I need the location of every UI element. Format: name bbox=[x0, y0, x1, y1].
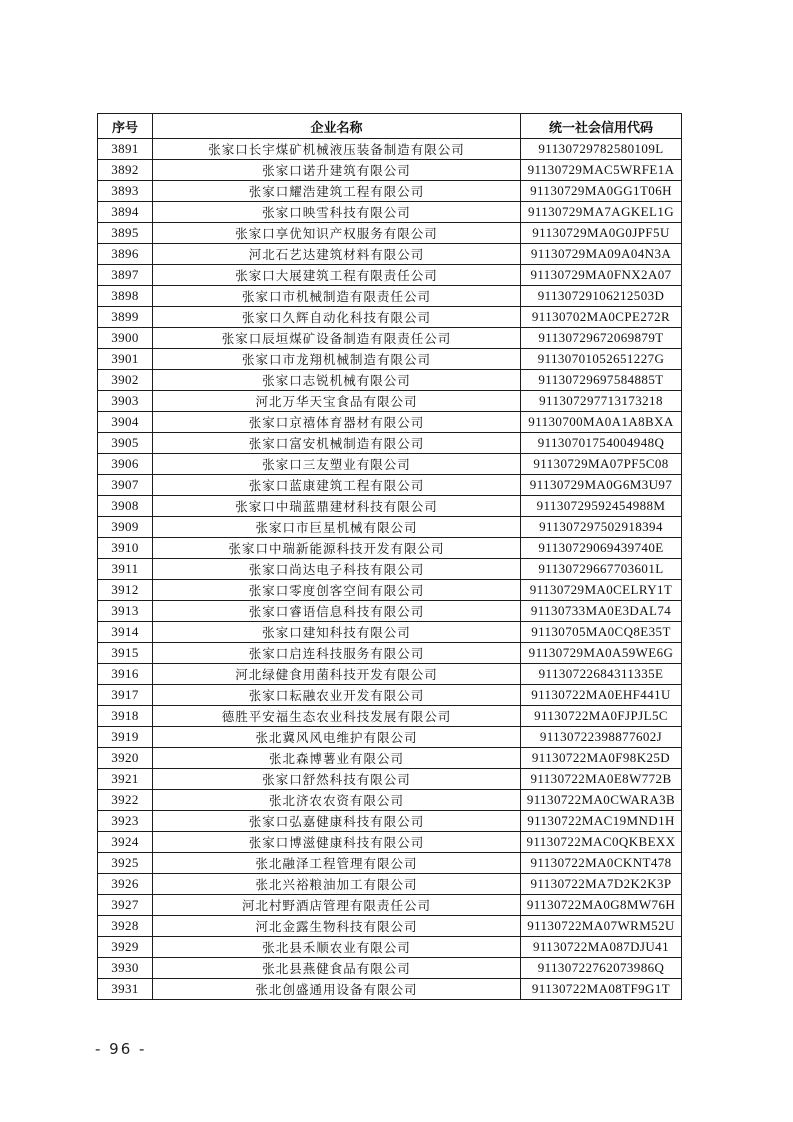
serial-number-cell: 3897 bbox=[98, 265, 153, 286]
table-row bbox=[98, 790, 682, 811]
enterprise-name-cell: 张家口博滋健康科技有限公司 bbox=[153, 832, 521, 853]
table-row bbox=[98, 391, 682, 412]
serial-number-cell: 3898 bbox=[98, 286, 153, 307]
credit-code-cell: 91130702MA0CPE272R bbox=[521, 307, 682, 328]
serial-number-cell: 3914 bbox=[98, 622, 153, 643]
table-row bbox=[98, 748, 682, 769]
credit-code-cell: 91130729MA0G6M3U97 bbox=[521, 475, 682, 496]
enterprise-name-cell: 张家口蓝康建筑工程有限公司 bbox=[153, 475, 521, 496]
credit-code-cell: 91130733MA0E3DAL74 bbox=[521, 601, 682, 622]
serial-number-cell: 3919 bbox=[98, 727, 153, 748]
table-row bbox=[98, 139, 682, 160]
enterprise-name-cell: 张北森博薯业有限公司 bbox=[153, 748, 521, 769]
enterprise-credit-code-table bbox=[97, 113, 682, 1000]
credit-code-cell: 91130700MA0A1A8BXA bbox=[521, 412, 682, 433]
serial-number-cell: 3920 bbox=[98, 748, 153, 769]
enterprise-name-cell: 张家口志锐机械有限公司 bbox=[153, 370, 521, 391]
serial-number-cell: 3891 bbox=[98, 139, 153, 160]
credit-code-cell: 91130722MA0EHF441U bbox=[521, 685, 682, 706]
serial-number-cell: 3921 bbox=[98, 769, 153, 790]
credit-code-cell: 91130701754004948Q bbox=[521, 433, 682, 454]
table-row bbox=[98, 307, 682, 328]
enterprise-name-cell: 张家口市巨星机械有限公司 bbox=[153, 517, 521, 538]
enterprise-name-cell: 张家口三友塑业有限公司 bbox=[153, 454, 521, 475]
credit-code-cell: 91130722398877602J bbox=[521, 727, 682, 748]
serial-number-cell: 3912 bbox=[98, 580, 153, 601]
serial-number-cell: 3907 bbox=[98, 475, 153, 496]
serial-number-cell: 3892 bbox=[98, 160, 153, 181]
table-row bbox=[98, 160, 682, 181]
table-row bbox=[98, 412, 682, 433]
enterprise-name-cell: 张家口启连科技服务有限公司 bbox=[153, 643, 521, 664]
serial-number-cell: 3930 bbox=[98, 958, 153, 979]
enterprise-name-cell: 张家口尚达电子科技有限公司 bbox=[153, 559, 521, 580]
serial-number-cell: 3893 bbox=[98, 181, 153, 202]
enterprise-name-cell: 张家口长宇煤矿机械液压装备制造有限公司 bbox=[153, 139, 521, 160]
table-row bbox=[98, 496, 682, 517]
table-row bbox=[98, 517, 682, 538]
enterprise-name-cell: 张北融泽工程管理有限公司 bbox=[153, 853, 521, 874]
credit-code-cell: 91130729MA0G0JPF5U bbox=[521, 223, 682, 244]
enterprise-name-cell: 张家口映雪科技有限公司 bbox=[153, 202, 521, 223]
table-header bbox=[98, 114, 682, 139]
serial-number-cell: 3905 bbox=[98, 433, 153, 454]
credit-code-cell: 91130722684311335E bbox=[521, 664, 682, 685]
credit-code-cell: 91130729MA0FNX2A07 bbox=[521, 265, 682, 286]
table-row bbox=[98, 454, 682, 475]
credit-code-cell: 91130722MA0E8W772B bbox=[521, 769, 682, 790]
serial-number-cell: 3903 bbox=[98, 391, 153, 412]
enterprise-name-cell: 张北县禾顺农业有限公司 bbox=[153, 937, 521, 958]
enterprise-name-cell: 张家口睿语信息科技有限公司 bbox=[153, 601, 521, 622]
enterprise-name-cell: 张家口京禧体育器材有限公司 bbox=[153, 412, 521, 433]
serial-number-cell: 3915 bbox=[98, 643, 153, 664]
credit-code-cell: 91130729782580109L bbox=[521, 139, 682, 160]
table-row bbox=[98, 433, 682, 454]
credit-code-cell: 911307297502918394 bbox=[521, 517, 682, 538]
table-row bbox=[98, 685, 682, 706]
enterprise-name-cell: 德胜平安福生态农业科技发展有限公司 bbox=[153, 706, 521, 727]
credit-code-cell: 91130722MA08TF9G1T bbox=[521, 979, 682, 1000]
credit-code-cell: 91130722MA07WRM52U bbox=[521, 916, 682, 937]
serial-number-cell: 3909 bbox=[98, 517, 153, 538]
credit-code-cell: 91130729MA0GG1T06H bbox=[521, 181, 682, 202]
table-row bbox=[98, 538, 682, 559]
enterprise-name-cell: 张家口市机械制造有限责任公司 bbox=[153, 286, 521, 307]
credit-code-cell: 91130729MA09A04N3A bbox=[521, 244, 682, 265]
table-row bbox=[98, 643, 682, 664]
enterprise-name-cell: 张家口富安机械制造有限公司 bbox=[153, 433, 521, 454]
enterprise-name-cell: 张家口零度创客空间有限公司 bbox=[153, 580, 521, 601]
serial-number-cell: 3917 bbox=[98, 685, 153, 706]
enterprise-name-cell: 河北绿健食用菌科技开发有限公司 bbox=[153, 664, 521, 685]
serial-number-cell: 3913 bbox=[98, 601, 153, 622]
serial-number-cell: 3910 bbox=[98, 538, 153, 559]
serial-number-cell: 3902 bbox=[98, 370, 153, 391]
serial-number-cell: 3904 bbox=[98, 412, 153, 433]
table-row bbox=[98, 706, 682, 727]
enterprise-name-cell: 张家口久辉自动化科技有限公司 bbox=[153, 307, 521, 328]
enterprise-name-cell: 张北济农农资有限公司 bbox=[153, 790, 521, 811]
enterprise-name-cell: 张家口中瑞蓝鼎建材科技有限公司 bbox=[153, 496, 521, 517]
credit-code-cell: 91130729MAC5WRFE1A bbox=[521, 160, 682, 181]
enterprise-name-cell: 张家口中瑞新能源科技开发有限公司 bbox=[153, 538, 521, 559]
credit-code-cell: 91130729069439740E bbox=[521, 538, 682, 559]
header-serial-number: 序号 bbox=[98, 114, 153, 139]
table-row bbox=[98, 580, 682, 601]
enterprise-name-cell: 张家口诺升建筑有限公司 bbox=[153, 160, 521, 181]
enterprise-name-cell: 张家口耘融农业开发有限公司 bbox=[153, 685, 521, 706]
enterprise-name-cell: 河北石艺达建筑材料有限公司 bbox=[153, 244, 521, 265]
enterprise-name-cell: 张北冀风风电维护有限公司 bbox=[153, 727, 521, 748]
enterprise-name-cell: 河北万华天宝食品有限公司 bbox=[153, 391, 521, 412]
enterprise-name-cell: 张家口弘嘉健康科技有限公司 bbox=[153, 811, 521, 832]
table-row bbox=[98, 223, 682, 244]
table-row bbox=[98, 874, 682, 895]
serial-number-cell: 3899 bbox=[98, 307, 153, 328]
serial-number-cell: 3923 bbox=[98, 811, 153, 832]
enterprise-name-cell: 张家口建知科技有限公司 bbox=[153, 622, 521, 643]
table-row bbox=[98, 601, 682, 622]
serial-number-cell: 3911 bbox=[98, 559, 153, 580]
serial-number-cell: 3925 bbox=[98, 853, 153, 874]
enterprise-name-cell: 河北村野酒店管理有限责任公司 bbox=[153, 895, 521, 916]
table-row bbox=[98, 328, 682, 349]
table-row bbox=[98, 664, 682, 685]
serial-number-cell: 3922 bbox=[98, 790, 153, 811]
header-row bbox=[98, 114, 682, 139]
table-row bbox=[98, 202, 682, 223]
enterprise-name-cell: 张北兴裕粮油加工有限公司 bbox=[153, 874, 521, 895]
enterprise-name-cell: 张家口耀浩建筑工程有限公司 bbox=[153, 181, 521, 202]
header-credit-code: 统一社会信用代码 bbox=[521, 114, 682, 139]
serial-number-cell: 3901 bbox=[98, 349, 153, 370]
credit-code-cell: 91130722MA087DJU41 bbox=[521, 937, 682, 958]
serial-number-cell: 3896 bbox=[98, 244, 153, 265]
credit-code-cell: 91130722MA0G8MW76H bbox=[521, 895, 682, 916]
credit-code-cell: 91130722MA0FJPJL5C bbox=[521, 706, 682, 727]
serial-number-cell: 3894 bbox=[98, 202, 153, 223]
header-enterprise-name: 企业名称 bbox=[153, 114, 521, 139]
credit-code-cell: 91130701052651227G bbox=[521, 349, 682, 370]
enterprise-name-cell: 张家口市龙翔机械制造有限公司 bbox=[153, 349, 521, 370]
credit-code-cell: 911307297713173218 bbox=[521, 391, 682, 412]
table-row bbox=[98, 979, 682, 1000]
credit-code-cell: 91130729MA7AGKEL1G bbox=[521, 202, 682, 223]
serial-number-cell: 3928 bbox=[98, 916, 153, 937]
serial-number-cell: 3931 bbox=[98, 979, 153, 1000]
credit-code-cell: 91130729592454988M bbox=[521, 496, 682, 517]
credit-code-cell: 91130729667703601L bbox=[521, 559, 682, 580]
serial-number-cell: 3908 bbox=[98, 496, 153, 517]
serial-number-cell: 3900 bbox=[98, 328, 153, 349]
credit-code-cell: 91130729MA07PF5C08 bbox=[521, 454, 682, 475]
credit-code-cell: 91130722MA0F98K25D bbox=[521, 748, 682, 769]
table-row bbox=[98, 769, 682, 790]
table-row bbox=[98, 370, 682, 391]
table-row bbox=[98, 559, 682, 580]
table-row bbox=[98, 286, 682, 307]
enterprise-name-cell: 张北县燕健食品有限公司 bbox=[153, 958, 521, 979]
serial-number-cell: 3929 bbox=[98, 937, 153, 958]
enterprise-name-cell: 张家口舒然科技有限公司 bbox=[153, 769, 521, 790]
credit-code-cell: 91130722MA7D2K2K3P bbox=[521, 874, 682, 895]
table-row bbox=[98, 349, 682, 370]
serial-number-cell: 3918 bbox=[98, 706, 153, 727]
table-row bbox=[98, 244, 682, 265]
credit-code-cell: 91130729672069879T bbox=[521, 328, 682, 349]
credit-code-cell: 91130722762073986Q bbox=[521, 958, 682, 979]
table-body bbox=[98, 139, 682, 1000]
credit-code-cell: 91130705MA0CQ8E35T bbox=[521, 622, 682, 643]
credit-code-cell: 91130729106212503D bbox=[521, 286, 682, 307]
table-row bbox=[98, 895, 682, 916]
enterprise-name-cell: 张北创盛通用设备有限公司 bbox=[153, 979, 521, 1000]
serial-number-cell: 3924 bbox=[98, 832, 153, 853]
table-row bbox=[98, 622, 682, 643]
table-row bbox=[98, 916, 682, 937]
credit-code-cell: 91130729MA0CELRY1T bbox=[521, 580, 682, 601]
table-row bbox=[98, 265, 682, 286]
table-row bbox=[98, 832, 682, 853]
serial-number-cell: 3916 bbox=[98, 664, 153, 685]
table-row bbox=[98, 727, 682, 748]
credit-code-cell: 91130729MA0A59WE6G bbox=[521, 643, 682, 664]
table-row bbox=[98, 937, 682, 958]
credit-code-cell: 91130722MA0CKNT478 bbox=[521, 853, 682, 874]
table-row bbox=[98, 958, 682, 979]
enterprise-name-cell: 张家口享优知识产权服务有限公司 bbox=[153, 223, 521, 244]
enterprise-name-cell: 张家口辰垣煤矿设备制造有限责任公司 bbox=[153, 328, 521, 349]
table-row bbox=[98, 811, 682, 832]
credit-code-cell: 91130722MAC19MND1H bbox=[521, 811, 682, 832]
serial-number-cell: 3927 bbox=[98, 895, 153, 916]
credit-code-cell: 91130729697584885T bbox=[521, 370, 682, 391]
serial-number-cell: 3906 bbox=[98, 454, 153, 475]
credit-code-cell: 91130722MAC0QKBEXX bbox=[521, 832, 682, 853]
enterprise-name-cell: 张家口大展建筑工程有限责任公司 bbox=[153, 265, 521, 286]
page-number: - 96 - bbox=[95, 1040, 147, 1058]
table-row bbox=[98, 475, 682, 496]
enterprise-name-cell: 河北金露生物科技有限公司 bbox=[153, 916, 521, 937]
serial-number-cell: 3926 bbox=[98, 874, 153, 895]
serial-number-cell: 3895 bbox=[98, 223, 153, 244]
table-row bbox=[98, 181, 682, 202]
table-row bbox=[98, 853, 682, 874]
credit-code-cell: 91130722MA0CWARA3B bbox=[521, 790, 682, 811]
